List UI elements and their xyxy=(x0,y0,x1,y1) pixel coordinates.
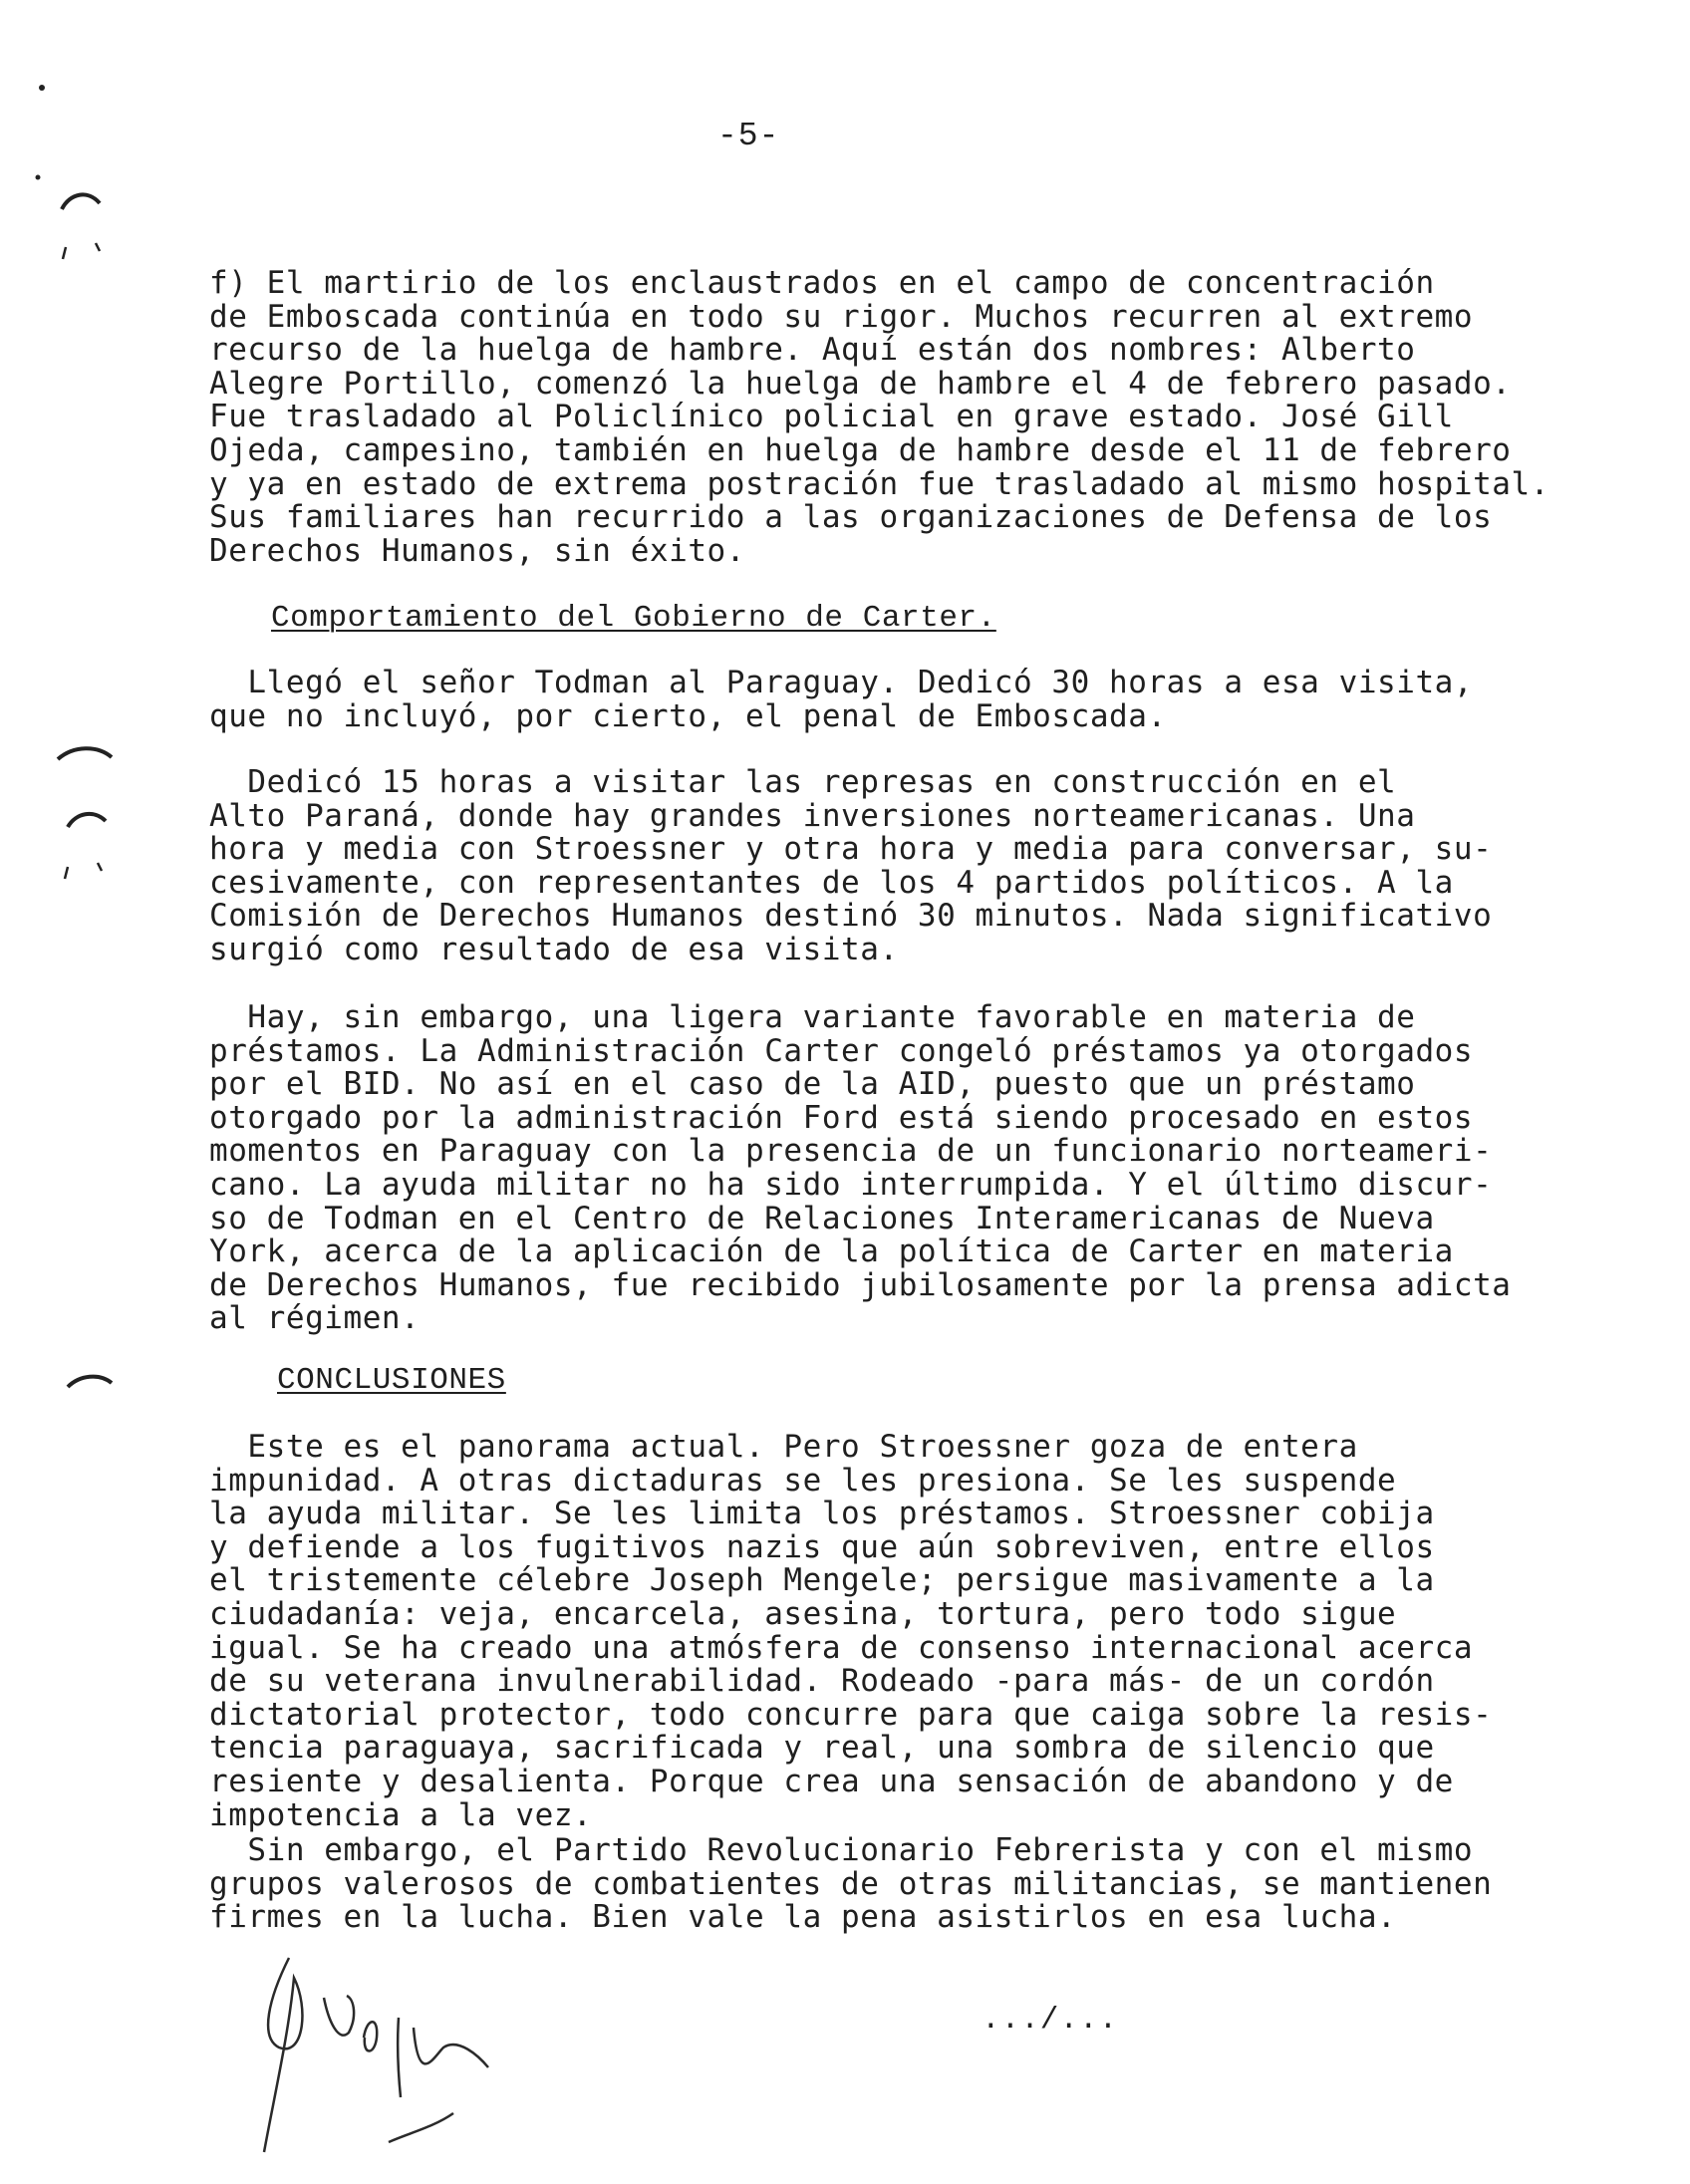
signature-stroke xyxy=(414,2028,488,2067)
heading-carter: Comportamiento del Gobierno de Carter. xyxy=(271,601,996,636)
heading-conclusiones: CONCLUSIONES xyxy=(277,1363,506,1398)
hole-tick xyxy=(65,863,102,879)
signature-stroke xyxy=(264,1958,302,2152)
binder-mark-icon xyxy=(30,70,120,1405)
signature-icon xyxy=(249,1938,548,2177)
paragraph-f: f) El martirio de los enclaustrados en el campo de concentración de Emboscada continúa en todo su rigor. Muchos recurren al extremo recurso de la huelga de hambre. Aquí están dos nombres: Alberto Alegre Portillo, comenzó la huelga de hambre el 4 de febrero pasado. Fue trasladado al Policlínico policial en grave estado. José Gill Ojeda, campesino, también en huelga de hambre desde el 11 de febrero y ya en estado de extrema postración fue trasladado al mismo hospital. Sus familiares han recurrido a las organizaciones de Defensa de los Derechos Humanos, sin éxito. xyxy=(209,265,1549,569)
dot-mark xyxy=(39,85,45,91)
page-number: -5- xyxy=(717,118,780,154)
signature-stroke xyxy=(324,1996,354,2036)
continuation-mark: .../... xyxy=(982,2003,1119,2038)
signature-stroke xyxy=(398,2018,401,2097)
hole-arc xyxy=(68,1377,112,1387)
hole-arc xyxy=(58,748,112,759)
paragraph-represas: Dedicó 15 horas a visitar las represas en construcción en el Alto Paraná, donde hay grandes inversiones norteamericanas. Una hora y media con Stroessner y otra hora y media para conversar, su- cesivamente, con representantes de los 4 partidos políticos. A la Comisión de Derechos Humanos destinó 30 minutos. Nada significativo surgió como resultado de esa visita. xyxy=(209,764,1493,967)
dot-mark xyxy=(36,175,41,180)
paragraph-prestamos: Hay, sin embargo, una ligera variante favorable en materia de préstamos. La Administración Carter congeló préstamos ya otorgados por el BID. No así en el caso de la AID, puesto que un préstamo otorgado por la administración Ford está siendo procesado en estos momentos en Paraguay con la presencia de un funcionario norteameri- cano. La ayuda militar no ha sido interrumpida. Y el último discur- so de Todman en el Centro de Relaciones Interamericanas de Nueva York, acerca de la aplicación de la política de Carter en materia de Derechos Humanos, fue recibido jubilosamente por la prensa adicta al régimen. xyxy=(209,999,1512,1337)
hole-arc xyxy=(68,814,106,827)
hole-arc xyxy=(62,194,100,209)
signature-stroke xyxy=(389,2113,453,2142)
paragraph-todman: Llegó el señor Todman al Paraguay. Dedicó 30 horas a esa visita, que no incluyó, por cierto, el penal de Emboscada. xyxy=(209,665,1474,734)
paragraph-febrerista: Sin embargo, el Partido Revolucionario Febrerista y con el mismo grupos valerosos de combatientes de otras militancias, se mantienen firmes en la lucha. Bien vale la pena asistirlos en esa lucha. xyxy=(209,1832,1493,1936)
signature-stroke xyxy=(364,2022,377,2050)
paragraph-panorama: Este es el panorama actual. Pero Stroessner goza de entera impunidad. A otras dictaduras se les presiona. Se les suspende la ayuda militar. Se les limita los préstamos. Stroessner cobija y defiende a los fugitivos nazis que aún sobreviven, entre ellos el tristemente célebre Joseph Mengele; persigue masivamente a la ciudadanía: veja, encarcela, asesina, tortura, pero todo sigue igual. Se ha creado una atmósfera de consenso internacional acerca de su veterana invulnerabilidad. Rodeado -para más- de un cordón dictatorial protector, todo concurre para que caiga sobre la resis- tencia paraguaya, sacrificada y real, una sombra de silencio que resiente y desalienta. Porque crea una sensación de abandono y de impotencia a la vez. xyxy=(209,1429,1493,1833)
hole-tick xyxy=(63,243,100,259)
